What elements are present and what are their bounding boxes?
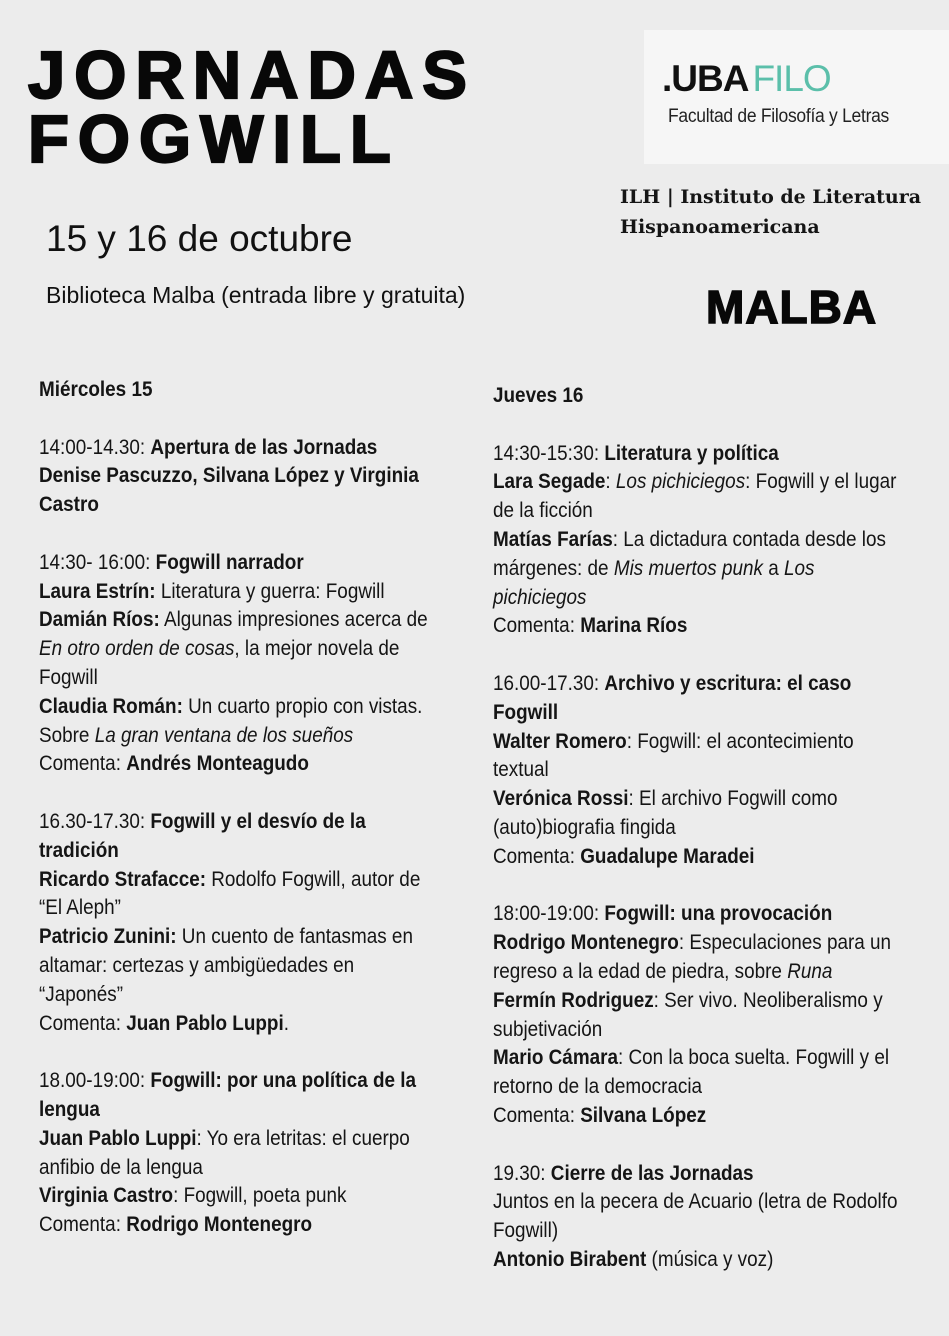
- talk-title: : Con la boca suelta. Fogwill y el retorno de la democracia: [493, 1046, 890, 1099]
- title-line-2: FOGWILL: [28, 102, 400, 177]
- session: [39, 549, 439, 779]
- comenta-suffix: .: [283, 1011, 289, 1035]
- talk-title: : Fogwill: el acontecimiento textual: [493, 729, 854, 782]
- session-title: Fogwill narrador: [155, 550, 304, 574]
- day-heading: Miércoles 15: [39, 378, 153, 401]
- talk-title: : Especulaciones para un regreso a la edad de piedra, sobre: [493, 931, 892, 983]
- speaker-name: Mario Cámara: [493, 1046, 619, 1070]
- speaker-name: Ricardo Strafacce:: [39, 867, 207, 891]
- event-date: 15 y 16 de octubre: [46, 218, 353, 259]
- talk-title: Literatura y guerra: Fogwill: [155, 579, 385, 603]
- session: [39, 1067, 439, 1240]
- commentator: Silvana López: [580, 1103, 707, 1127]
- talk-title: : Yo era letritas: el cuerpo anfibio de la lengua: [39, 1126, 410, 1179]
- speaker-name: Walter Romero: [493, 729, 627, 753]
- session: [493, 900, 913, 1130]
- session-time: 14:30- 16:00:: [39, 550, 156, 574]
- program-day-1: [39, 376, 439, 1240]
- uba-filo-logo: [644, 30, 949, 164]
- session: [493, 1160, 913, 1275]
- talk-title: , la mejor novela de Fogwill: [39, 637, 400, 689]
- title-line-1: JORNADAS: [28, 38, 476, 113]
- comenta-label: Comenta:: [39, 752, 127, 776]
- commentator: Marina Ríos: [580, 614, 688, 638]
- session-title: Fogwill: una provocación: [604, 902, 833, 926]
- session-time: 16.00-17.30:: [493, 671, 605, 695]
- talk-title: Algunas impresiones acerca de: [159, 608, 428, 632]
- commentator: Juan Pablo Luppi: [126, 1011, 284, 1035]
- session-title: Apertura de las Jornadas: [150, 435, 378, 459]
- speaker-name: Claudia Román:: [39, 694, 183, 718]
- performer-name: Antonio Birabent: [493, 1247, 647, 1271]
- speaker-name: Patricio Zunini:: [39, 925, 177, 949]
- speaker-name: Damián Ríos:: [39, 608, 160, 632]
- filo-text: FILO: [752, 58, 831, 99]
- talk-title: : Ser vivo. Neoliberalismo y subjetivación: [493, 988, 883, 1041]
- session-time: 18.00-19:00:: [39, 1069, 151, 1093]
- speaker-name: Matías Farías: [493, 527, 613, 551]
- comenta-label: Comenta:: [39, 1213, 127, 1237]
- talk-title: Un cuento de fantasmas en altamar: certezas y ambigüedades en “Japonés”: [39, 925, 413, 1006]
- talk-title: Rodolfo Fogwill, autor de “El Aleph”: [39, 867, 421, 920]
- session: [39, 434, 439, 520]
- commentator: Rodrigo Montenegro: [126, 1213, 313, 1237]
- comenta-label: Comenta:: [493, 1103, 581, 1127]
- speaker-name: Lara Segade: [493, 470, 606, 494]
- ilh-line-2: Hispanoamericana: [620, 216, 820, 238]
- talk-title: : Fogwill y el lugar de la ficción: [493, 470, 897, 523]
- session-time: 14:00-14.30:: [39, 435, 151, 459]
- ilh-logo: [620, 182, 921, 242]
- talk-book-title: Mis muertos punk: [613, 556, 763, 580]
- talk-title: Un cuarto propio con vistas. Sobre: [39, 694, 423, 747]
- speaker-name: Virginia Castro: [39, 1184, 174, 1208]
- session-time: 18:00-19:00:: [493, 902, 605, 926]
- talk-book-title: Runa: [787, 959, 833, 983]
- comenta-label: Comenta:: [493, 614, 581, 638]
- talk-book-title: Los pichiciegos: [493, 556, 815, 609]
- day-heading: Jueves 16: [493, 384, 584, 407]
- session-speakers: Denise Pascuzzo, Silvana López y Virginia Castro: [39, 464, 419, 517]
- program-day-2: [493, 382, 913, 1275]
- talk-title: : Fogwill, poeta punk: [173, 1184, 347, 1208]
- event-venue: Biblioteca Malba (entrada libre y gratuita): [46, 282, 466, 308]
- session-time: 16.30-17.30:: [39, 809, 151, 833]
- uba-text: .UBA: [662, 58, 749, 99]
- talk-book-title: En otro orden de cosas: [39, 637, 235, 661]
- ilh-line-1: ILH | Instituto de Literatura: [620, 186, 922, 208]
- uba-subtitle: Facultad de Filosofía y Letras: [668, 106, 890, 127]
- session-title: Fogwill: por una política de la lengua: [39, 1069, 417, 1121]
- commentator: Guadalupe Maradei: [580, 844, 755, 868]
- comenta-label: Comenta:: [39, 1011, 127, 1035]
- event-title: [28, 38, 476, 177]
- session-description: Juntos en la pecera de Acuario (letra de Rodolfo Fogwill): [493, 1190, 898, 1243]
- speaker-name: Verónica Rossi: [493, 787, 629, 811]
- session-title: Fogwill y el desvío de la tradición: [39, 809, 366, 862]
- performer-role: (música y voz): [646, 1247, 774, 1271]
- uba-filo-wordmark: [662, 60, 831, 97]
- speaker-name: Laura Estrín:: [39, 579, 156, 603]
- speaker-name: Rodrigo Montenegro: [493, 931, 679, 955]
- comenta-label: Comenta:: [493, 844, 581, 868]
- session-title: Archivo y escritura: el caso Fogwill: [493, 671, 852, 724]
- session: [493, 670, 913, 872]
- session: [493, 440, 913, 642]
- malba-logo: MALBA: [706, 281, 878, 333]
- speaker-name: Juan Pablo Luppi: [39, 1126, 197, 1150]
- talk-title: a: [762, 556, 785, 580]
- talk-book-title: La gran ventana de los sueños: [94, 723, 354, 747]
- commentator: Andrés Monteagudo: [126, 752, 309, 776]
- session-time: 19.30:: [493, 1161, 551, 1185]
- talk-book-title: Los pichiciegos: [615, 470, 746, 494]
- session: [39, 808, 439, 1038]
- session-title: Literatura y política: [604, 441, 779, 465]
- session-time: 14:30-15:30:: [493, 441, 605, 465]
- talk-title: :: [605, 470, 616, 494]
- session-title: Cierre de las Jornadas: [550, 1161, 754, 1185]
- talk-title: : El archivo Fogwill como (auto)biografia fingida: [493, 787, 838, 839]
- talk-title: : La dictadura contada desde los márgenes: de: [493, 527, 886, 580]
- speaker-name: Fermín Rodriguez: [493, 988, 654, 1012]
